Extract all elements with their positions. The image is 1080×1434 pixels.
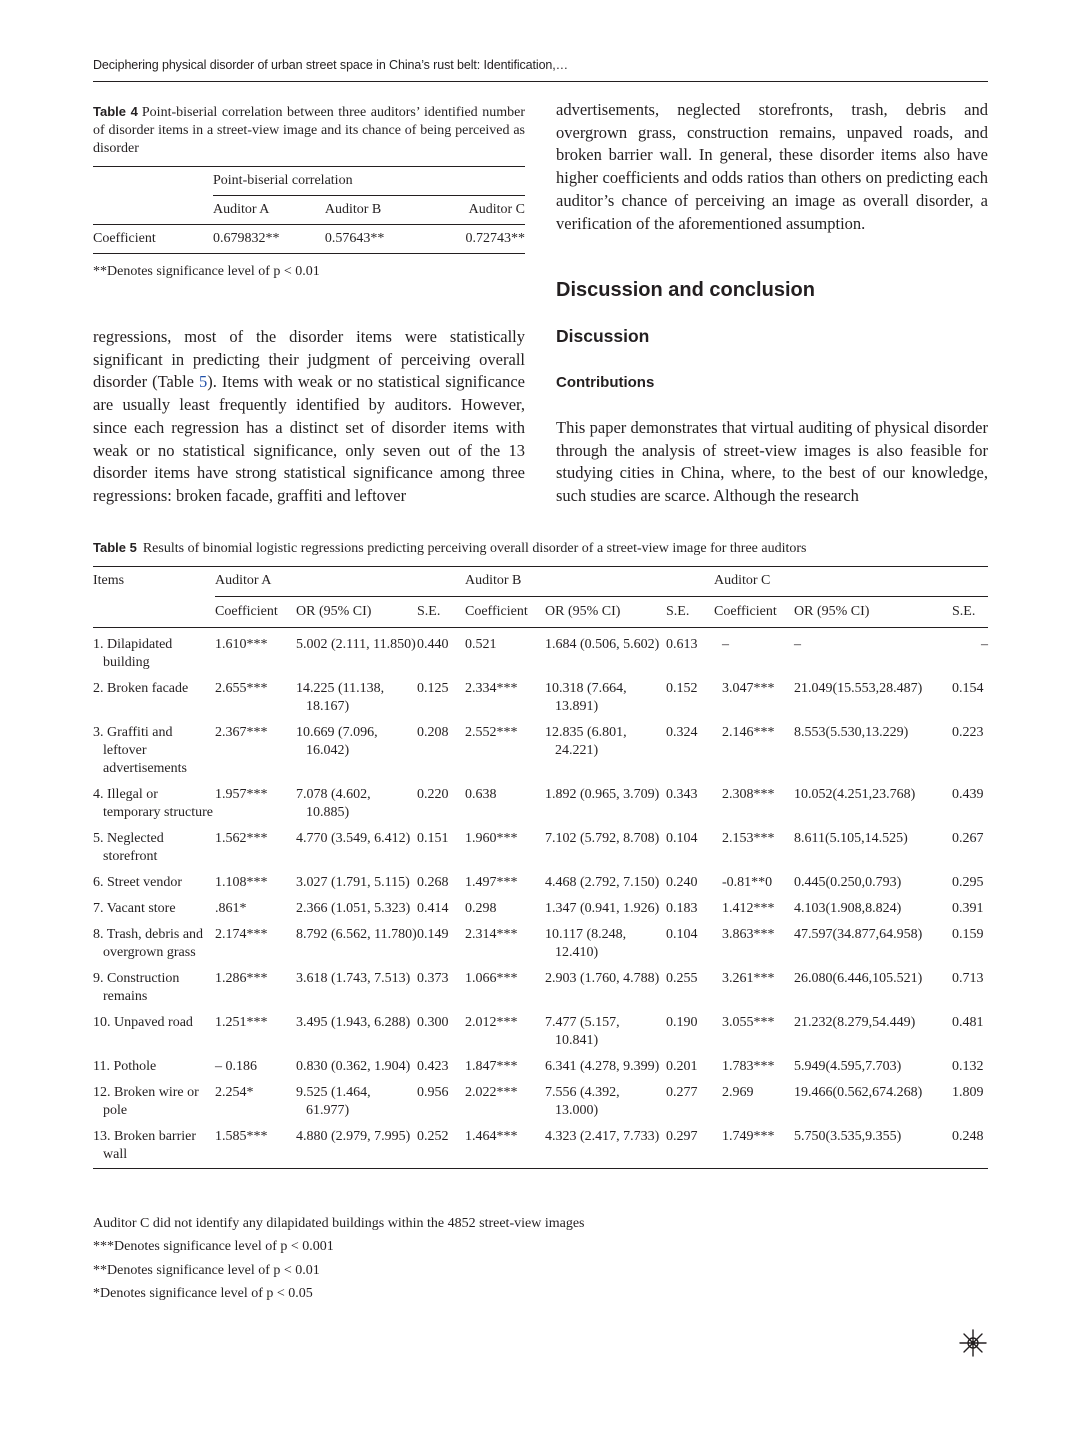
table-5-cell: 2.254* — [215, 1085, 254, 1100]
table-5-label: Table 5 — [93, 540, 137, 555]
table-5-cell: 4.468 (2.792, 7.150) — [545, 875, 660, 890]
table-5-subheader: Coefficient — [465, 597, 545, 628]
table-5-cell: 0.830 (0.362, 1.904) — [296, 1059, 411, 1074]
table-5-cell: 8.792 (6.562, 11.780) — [296, 927, 417, 942]
table-5-cell: 0.295 — [952, 875, 984, 890]
table-5-cell: 7.102 (5.792, 8.708) — [545, 831, 660, 846]
table-5-cell: 4.103(1.908,8.824) — [794, 901, 902, 916]
table-5-item-cell: 9. Construction remains — [93, 971, 180, 1004]
table-row — [93, 822, 988, 866]
table-5-cell: 0.445(0.250,0.793) — [794, 875, 902, 890]
table-5-cell: 1.251*** — [215, 1015, 268, 1030]
table-5-note: ***Denotes significance level of p < 0.001 — [93, 1239, 334, 1255]
table-5-cell: 0.423 — [417, 1059, 449, 1074]
table-5-cell: 19.466(0.562,674.268) — [794, 1085, 923, 1100]
table-5-notes — [93, 1212, 584, 1305]
table-5-cell: 0.104 — [666, 831, 698, 846]
table-5-cell: 0.373 — [417, 971, 449, 986]
table-5-cell: 4.880 (2.979, 7.995) — [296, 1129, 411, 1144]
table-5-cell: – — [722, 637, 729, 652]
table-5-cell: 21.232(8.279,54.449) — [794, 1015, 916, 1030]
table-5-caption-text: Results of binomial logistic regressions predicting perceiving overall disorder of a street-view image for three auditors — [142, 541, 807, 556]
section-heading: Discussion and conclusion — [556, 279, 815, 301]
table-5-cell: 3.055*** — [722, 1015, 775, 1030]
table-5-cell: – — [794, 637, 801, 652]
table-5-cell: 1.286*** — [215, 971, 268, 986]
table-5-cell: 6.341 (4.278, 9.399) — [545, 1059, 660, 1074]
table-5-cell: 0.521 — [465, 637, 497, 652]
table-5-cell: 2.552*** — [465, 725, 518, 740]
table-5-cell: 0.149 — [417, 927, 449, 942]
table-5-items-header: Items — [93, 573, 125, 588]
table-5-cell: 0.151 — [417, 831, 449, 846]
table-5-subheader: S.E. — [417, 597, 465, 628]
table-5-item-cell: 5. Neglected storefront — [93, 831, 164, 864]
body-paragraph: advertisements, neglected storefronts, trash, debris and overgrown grass, construction remains, unpaved roads, and broken barrier wall. In general, these disorder items also have higher coefficients and odds ratios than others on predicting each auditor’s chance of perceiving an image as overall disorder, a verification of the aforementioned assumption. — [556, 100, 988, 233]
table-5-item-cell: 2. Broken facade — [93, 681, 189, 696]
table-5-cell: 0.267 — [952, 831, 984, 846]
table-5-cell: 7.477 (5.157, 10.841) — [545, 1015, 620, 1048]
table-4-row-label: Coefficient — [93, 231, 156, 246]
subsection-heading: Discussion — [556, 326, 650, 346]
table-row — [93, 892, 988, 918]
table-5-cell: 0.223 — [952, 725, 984, 740]
table-4-grid — [93, 166, 525, 254]
table-5-cell: 1.347 (0.941, 1.926) — [545, 901, 660, 916]
table-5-cell: 4.323 (2.417, 7.733) — [545, 1129, 660, 1144]
table-5-cell: 0.300 — [417, 1015, 449, 1030]
table-5-subheader: OR (95% CI) — [794, 597, 952, 628]
table-4-col-header: Auditor A — [213, 202, 270, 217]
table-5 — [93, 566, 988, 1169]
table-5-cell: 1.847*** — [465, 1059, 518, 1074]
table-4-col-header: Auditor C — [468, 202, 525, 217]
table-5-cell: 2.655*** — [215, 681, 268, 696]
table-5-cell: 7.556 (4.392, 13.000) — [545, 1085, 620, 1118]
table-5-cell: 3.047*** — [722, 681, 775, 696]
table-5-cell: 2.969 — [722, 1085, 754, 1100]
table-5-item-cell: 4. Illegal or temporary structure — [93, 787, 214, 820]
table-5-cell: – 0.186 — [215, 1059, 257, 1074]
table-5-subheader: OR (95% CI) — [545, 597, 666, 628]
table-5-cell: 3.495 (1.943, 6.288) — [296, 1015, 411, 1030]
table-5-cell: 5.949(4.595,7.703) — [794, 1059, 902, 1074]
table-5-cell: 7.078 (4.602, 10.885) — [296, 787, 371, 820]
table-5-cell: 2.153*** — [722, 831, 775, 846]
table-5-cell: 0.956 — [417, 1085, 449, 1100]
table-5-subheader: S.E. — [952, 597, 988, 628]
table-4-label: Table 4 — [93, 104, 138, 119]
table-4-cell: 0.679832** — [213, 231, 280, 246]
table-5-item-cell: 7. Vacant store — [93, 901, 176, 916]
table-5-cell: .861* — [215, 901, 247, 916]
table-5-caption — [93, 540, 806, 557]
table-5-cell: 14.225 (11.138, 18.167) — [296, 681, 385, 714]
table-5-item-cell: 3. Graffiti and leftover advertisements — [93, 725, 187, 776]
body-paragraph: This paper demonstrates that virtual auditing of physical disorder through the analysis of street-view images is also feasible for studying cities in China, where, to the best of our knowledge, such studies are scarce. Although the research — [556, 418, 988, 506]
table-5-cell: 0.159 — [952, 927, 984, 942]
table-row — [93, 918, 988, 962]
table-4-col-header: Auditor B — [324, 202, 382, 217]
table-5-cell: 5.002 (2.111, 11.850) — [296, 637, 416, 652]
table-5-cell: 2.314*** — [465, 927, 518, 942]
table-row — [93, 628, 988, 673]
table-5-cell: 5.750(3.535,9.355) — [794, 1129, 902, 1144]
paragraph-text: ). Items with weak or no statistical significance are usually least frequently identified by auditors. However, since each regression has a distinct set of disorder items with weak or no statistical significance, only seven out of the 13 disorder items have strong statistical significance among three regressions: broken facade, graffiti and leftover — [93, 372, 525, 505]
table-4-group-header: Point-biserial correlation — [213, 167, 525, 196]
table-5-cell: 2.146*** — [722, 725, 775, 740]
table-5-cell: 2.012*** — [465, 1015, 518, 1030]
subsubsection-heading: Contributions — [556, 374, 655, 391]
table-5-cell: 0.638 — [465, 787, 497, 802]
table-4 — [93, 103, 525, 280]
table-5-cell: 10.318 (7.664, 13.891) — [545, 681, 627, 714]
table-5-cell: -0.81**0 — [722, 875, 773, 890]
table-5-body — [93, 628, 988, 1169]
table-5-cell: 0.414 — [417, 901, 449, 916]
table-4-cell: 0.57643** — [324, 231, 385, 246]
table-5-subheader: Coefficient — [714, 597, 794, 628]
table-5-cell: 0.713 — [952, 971, 984, 986]
table-row — [93, 1120, 988, 1169]
table-5-subheader: Coefficient — [215, 597, 296, 628]
table-5-cell: 1.066*** — [465, 971, 518, 986]
table-row — [93, 716, 988, 778]
table-5-cell: 0.391 — [952, 901, 984, 916]
running-header: Deciphering physical disorder of urban street space in China’s rust belt: Identification,… — [93, 58, 569, 72]
table-5-cell: 0.240 — [666, 875, 698, 890]
table-5-cell: 0.252 — [417, 1129, 449, 1144]
table-5-note: Auditor C did not identify any dilapidated buildings within the 4852 street-view images — [93, 1216, 585, 1231]
table-5-cell: 2.174*** — [215, 927, 268, 942]
table-5-auditor-header: Auditor A — [215, 573, 272, 588]
table-5-cell: 3.618 (1.743, 7.513) — [296, 971, 411, 986]
table-5-cell: 8.553(5.530,13.229) — [794, 725, 909, 740]
table-5-item-cell: 10. Unpaved road — [93, 1015, 193, 1030]
table-5-item-cell: 1. Dilapidated building — [93, 637, 173, 670]
table-row — [93, 1006, 988, 1050]
table-5-item-cell: 11. Pothole — [93, 1059, 157, 1074]
table-5-cell: 0.152 — [666, 681, 698, 696]
table-5-cell: 1.610*** — [215, 637, 268, 652]
table-5-cell: 21.049(15.553,28.487) — [794, 681, 923, 696]
table-5-item-cell: 12. Broken wire or pole — [93, 1085, 199, 1118]
table-row — [93, 672, 988, 716]
table-5-cell: 0.132 — [952, 1059, 984, 1074]
springer-horse-icon — [957, 1327, 989, 1359]
table-5-cell: 1.783*** — [722, 1059, 775, 1074]
table-5-cell: 2.022*** — [465, 1085, 518, 1100]
table-5-cell: 4.770 (3.549, 6.412) — [296, 831, 411, 846]
table-5-subheader: S.E. — [666, 597, 714, 628]
table-row — [93, 962, 988, 1006]
table-5-cell: 1.749*** — [722, 1129, 775, 1144]
table-5-auditor-header: Auditor C — [714, 573, 771, 588]
table-5-cell: 1.108*** — [215, 875, 268, 890]
table-5-cell: 26.080(6.446,105.521) — [794, 971, 923, 986]
table-5-cell: 0.268 — [417, 875, 449, 890]
table-5-cell: 2.366 (1.051, 5.323) — [296, 901, 411, 916]
table-5-cell: 3.027 (1.791, 5.115) — [296, 875, 410, 890]
table-5-cell: 1.585*** — [215, 1129, 268, 1144]
body-paragraph — [93, 326, 525, 508]
table-5-cell: 47.597(34.877,64.958) — [794, 927, 923, 942]
table-5-cell: 0.481 — [952, 1015, 984, 1030]
table-5-cell: 1.562*** — [215, 831, 268, 846]
table-5-cell: 1.412*** — [722, 901, 775, 916]
table-5-cell: 1.892 (0.965, 3.709) — [545, 787, 660, 802]
table-5-item-cell: 6. Street vendor — [93, 875, 183, 890]
table-5-cell: 1.809 — [952, 1085, 984, 1100]
table-row — [93, 866, 988, 892]
table-5-cell: 1.684 (0.506, 5.602) — [545, 637, 660, 652]
table-5-reference-link[interactable]: 5 — [199, 372, 208, 392]
paragraph-text: regressions, most of the disorder items were statistically significant in predicting their judgment of perceiving overall disorder (Table — [93, 327, 525, 392]
table-5-cell: 2.367*** — [215, 725, 268, 740]
table-row — [93, 1050, 988, 1076]
table-5-cell: 0.201 — [666, 1059, 698, 1074]
table-5-cell: 1.960*** — [465, 831, 518, 846]
table-5-cell: 0.190 — [666, 1015, 698, 1030]
table-row — [93, 1076, 988, 1120]
table-4-caption — [93, 103, 525, 158]
table-5-cell: 0.439 — [952, 787, 984, 802]
table-5-cell: 8.611(5.105,14.525) — [794, 831, 908, 846]
table-5-cell: 10.669 (7.096, 16.042) — [296, 725, 378, 758]
table-5-cell: 0.125 — [417, 681, 449, 696]
table-5-subheader: OR (95% CI) — [296, 597, 417, 628]
table-5-cell: 0.104 — [666, 927, 698, 942]
table-5-cell: 2.903 (1.760, 4.788) — [545, 971, 660, 986]
table-4-cell: 0.72743** — [465, 231, 525, 246]
table-5-cell: 3.261*** — [722, 971, 775, 986]
table-4-note: **Denotes significance level of p < 0.01 — [93, 264, 320, 279]
table-5-cell: 10.117 (8.248, 12.410) — [545, 927, 627, 960]
table-5-item-cell: 8. Trash, debris and overgrown grass — [93, 927, 204, 960]
table-5-cell: 0.298 — [465, 901, 497, 916]
table-5-cell: 3.863*** — [722, 927, 775, 942]
table-5-cell: 0.248 — [952, 1129, 984, 1144]
table-4-caption-text: Point-biserial correlation between three auditors’ identified number of disorder items in a street-view image and its chance of being perceived as disorder — [93, 105, 525, 156]
table-5-cell: 2.334*** — [465, 681, 518, 696]
table-5-cell: 0.277 — [666, 1085, 698, 1100]
table-5-cell: 1.497*** — [465, 875, 518, 890]
table-5-cell: 0.208 — [417, 725, 449, 740]
table-5-cell: 2.308*** — [722, 787, 775, 802]
header-rule — [93, 81, 988, 82]
table-5-cell: – — [981, 637, 988, 652]
table-5-cell: 0.440 — [417, 637, 449, 652]
table-5-cell: 10.052(4.251,23.768) — [794, 787, 916, 802]
table-5-cell: 0.297 — [666, 1129, 698, 1144]
table-5-cell: 1.957*** — [215, 787, 268, 802]
table-5-cell: 0.324 — [666, 725, 698, 740]
table-5-cell: 0.255 — [666, 971, 698, 986]
table-5-cell: 9.525 (1.464, 61.977) — [296, 1085, 371, 1118]
table-5-cell: 0.183 — [666, 901, 698, 916]
table-5-cell: 0.220 — [417, 787, 449, 802]
table-5-auditor-header: Auditor B — [465, 573, 522, 588]
table-5-note: **Denotes significance level of p < 0.01 — [93, 1262, 320, 1278]
table-5-note: *Denotes significance level of p < 0.05 — [93, 1285, 313, 1301]
table-5-cell: 0.343 — [666, 787, 698, 802]
table-5-cell: 1.464*** — [465, 1129, 518, 1144]
table-5-item-cell: 13. Broken barrier wall — [93, 1129, 197, 1162]
table-5-cell: 0.154 — [952, 681, 984, 696]
table-5-cell: 12.835 (6.801, 24.221) — [545, 725, 627, 758]
table-5-cell: 0.613 — [666, 637, 698, 652]
table-row — [93, 778, 988, 822]
